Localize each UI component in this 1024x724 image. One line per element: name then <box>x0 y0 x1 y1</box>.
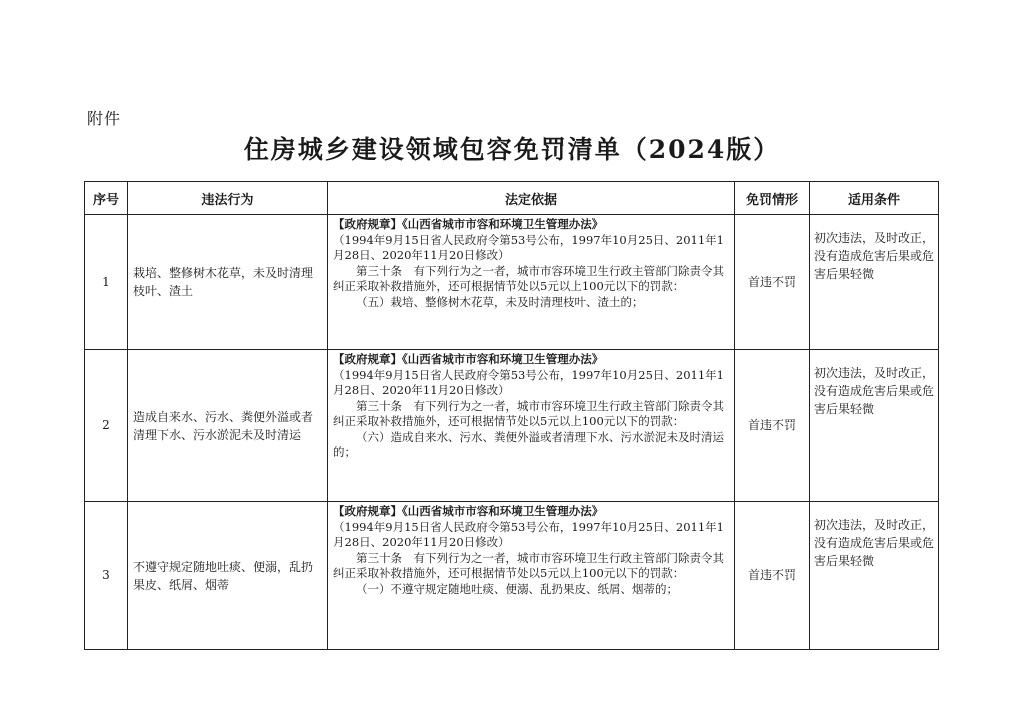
basis-cell <box>328 215 735 350</box>
basis-cell <box>328 350 735 502</box>
basis-article: 第三十条 有下列行为之一者，城市市容环境卫生行政主管部门除责令其纠正采取补救措施外，还可根据情节处以5元以上100元以下的罚款： <box>333 263 724 293</box>
table-row <box>85 215 939 350</box>
table-row <box>85 502 939 650</box>
circumstance-cell: 首违不罚 <box>735 502 810 650</box>
basis-regulation-title: 【政府规章】《山西省城市市容和环境卫生管理办法》 <box>333 504 604 518</box>
table-header-row <box>85 182 939 215</box>
basis-item: （五）栽培、整修树木花草，未及时清理枝叶、渣土的； <box>356 294 644 309</box>
basis-amendment-dates: （1994年9月15日省人民政府令第53号公布，1997年10月25日、2011年1月28日、2020年11月20日修改） <box>333 367 724 397</box>
table-row <box>85 350 939 502</box>
basis-article: 第三十条 有下列行为之一者，城市市容环境卫生行政主管部门除责令其纠正采取补救措施外，还可根据情节处以5元以上100元以下的罚款： <box>333 550 724 580</box>
circumstance-cell: 首违不罚 <box>735 215 810 350</box>
violation-cell: 不遵守规定随地吐痰、便溺，乱扔果皮、纸屑、烟蒂 <box>128 502 328 650</box>
basis-item: （一）不遵守规定随地吐痰、便溺、乱扔果皮、纸屑、烟蒂的； <box>356 581 678 596</box>
attachment-label: 附件 <box>87 109 122 128</box>
basis-amendment-dates: （1994年9月15日省人民政府令第53号公布，1997年10月25日、2011年1月28日、2020年11月20日修改） <box>333 232 724 262</box>
basis-cell <box>328 502 735 650</box>
seq-cell: 2 <box>85 350 128 502</box>
basis-item: （六）造成自来水、污水、粪便外溢或者清理下水、污水淤泥未及时清运的； <box>333 429 724 459</box>
column-header-seq: 序号 <box>85 182 128 215</box>
document-title: 住房城乡建设领域包容免罚清单（2024版） <box>243 135 781 164</box>
seq-cell: 3 <box>85 502 128 650</box>
column-header-condition: 适用条件 <box>810 182 939 215</box>
column-header-circumstance: 免罚情形 <box>735 182 810 215</box>
seq-cell: 1 <box>85 215 128 350</box>
penalty-exemption-table <box>84 181 939 650</box>
circumstance-cell: 首违不罚 <box>735 350 810 502</box>
basis-article: 第三十条 有下列行为之一者，城市市容环境卫生行政主管部门除责令其纠正采取补救措施外，还可根据情节处以5元以上100元以下的罚款： <box>333 398 724 428</box>
basis-regulation-title: 【政府规章】《山西省城市市容和环境卫生管理办法》 <box>333 352 604 366</box>
condition-cell: 初次违法，及时改正，没有造成危害后果或危害后果轻微 <box>810 502 939 650</box>
violation-cell: 造成自来水、污水、粪便外溢或者清理下水、污水淤泥未及时清运 <box>128 350 328 502</box>
basis-regulation-title: 【政府规章】《山西省城市市容和环境卫生管理办法》 <box>333 217 604 231</box>
column-header-basis: 法定依据 <box>328 182 735 215</box>
violation-cell: 栽培、整修树木花草，未及时清理枝叶、渣土 <box>128 215 328 350</box>
basis-amendment-dates: （1994年9月15日省人民政府令第53号公布，1997年10月25日、2011年1月28日、2020年11月20日修改） <box>333 519 724 549</box>
condition-cell: 初次违法，及时改正，没有造成危害后果或危害后果轻微 <box>810 350 939 502</box>
condition-cell: 初次违法，及时改正，没有造成危害后果或危害后果轻微 <box>810 215 939 350</box>
column-header-violation: 违法行为 <box>128 182 328 215</box>
